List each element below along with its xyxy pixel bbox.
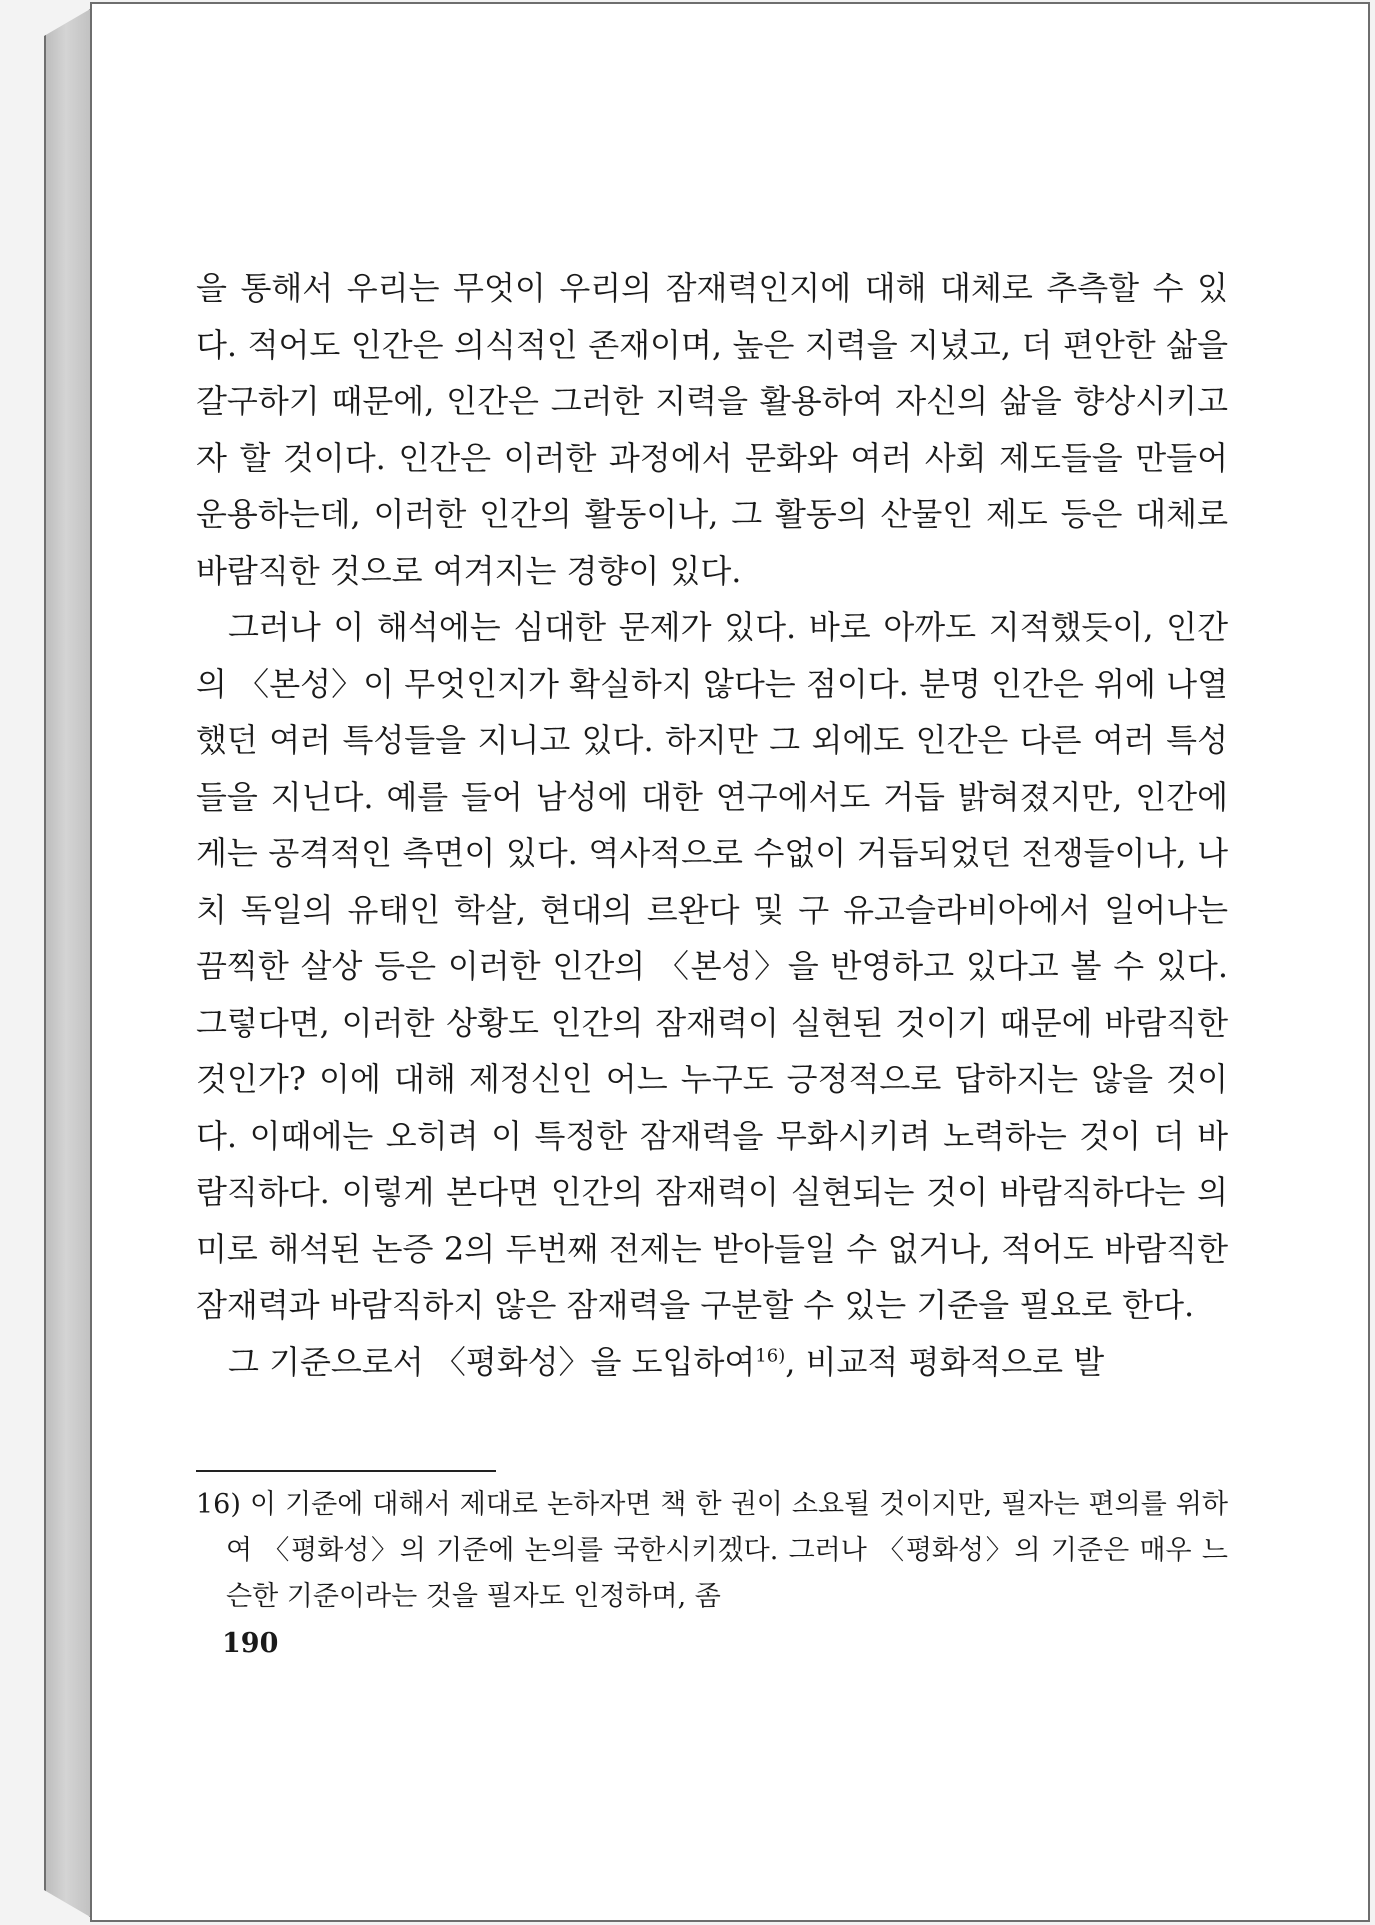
footnote-divider bbox=[196, 1470, 496, 1472]
footnote-reference: 16) bbox=[755, 1344, 786, 1366]
page-number: 190 bbox=[222, 1628, 279, 1659]
body-text bbox=[196, 260, 1228, 1390]
paragraph-3-start: 그 기준으로서 〈평화성〉을 도입하여 bbox=[228, 1342, 756, 1381]
book-spine bbox=[44, 8, 92, 1918]
footnote-16: 16) 이 기준에 대해서 제대로 논하자면 책 한 권이 소요될 것이지만, 필자는 편의를 위하여 〈평화성〉의 기준에 논의를 국한시키겠다. 그러나 〈평화성〉의 기준은 매우 느슨한 기준이라는 것을 필자도 인정하며, 좀 bbox=[196, 1489, 1228, 1612]
paragraph-1: 을 통해서 우리는 무엇이 우리의 잠재력인지에 대해 대체로 추측할 수 있다. 적어도 인간은 의식적인 존재이며, 높은 지력을 지녔고, 더 편안한 삶을 갈구하기 때문에, 인간은 그러한 지력을 활용하여 자신의 삶을 향상시키고자 할 것이다. 인간은 이러한 과정에서 문화와 여러 사회 제도들을 만들어 운용하는데, 이러한 인간의 활동이나, 그 활동의 산물인 제도 등은 대체로 바람직한 것으로 여겨지는 경향이 있다. bbox=[196, 269, 1228, 590]
paragraph-3 bbox=[196, 1334, 1228, 1391]
paragraph-2: 그러나 이 해석에는 심대한 문제가 있다. 바로 아까도 지적했듯이, 인간의 〈본성〉이 무엇인지가 확실하지 않다는 점이다. 분명 인간은 위에 나열했던 여러 특성들을 지니고 있다. 하지만 그 외에도 인간은 다른 여러 특성들을 지닌다. 예를 들어 남성에 대한 연구에서도 거듭 밝혀졌지만, 인간에게는 공격적인 측면이 있다. 역사적으로 수없이 거듭되었던 전쟁들이나, 나치 독일의 유태인 학살, 현대의 르완다 및 구 유고슬라비아에서 일어나는 끔찍한 살상 등은 이러한 인간의 〈본성〉을 반영하고 있다고 볼 수 있다. 그렇다면, 이러한 상황도 인간의 잠재력이 실현된 것이기 때문에 바람직한 것인가? 이에 대해 제정신인 어느 누구도 긍정적으로 답하지는 않을 것이다. 이때에는 오히려 이 특정한 잠재력을 무화시키려 노력하는 것이 더 바람직하다. 이렇게 본다면 인간의 잠재력이 실현되는 것이 바람직하다는 의미로 해석된 논증 2의 두번째 전제는 받아들일 수 없거나, 적어도 바람직한 잠재력과 바람직하지 않은 잠재력을 구분할 수 있는 기준을 필요로 한다. bbox=[196, 608, 1228, 1324]
paragraph-3-end: , 비교적 평화적으로 발 bbox=[785, 1342, 1105, 1381]
